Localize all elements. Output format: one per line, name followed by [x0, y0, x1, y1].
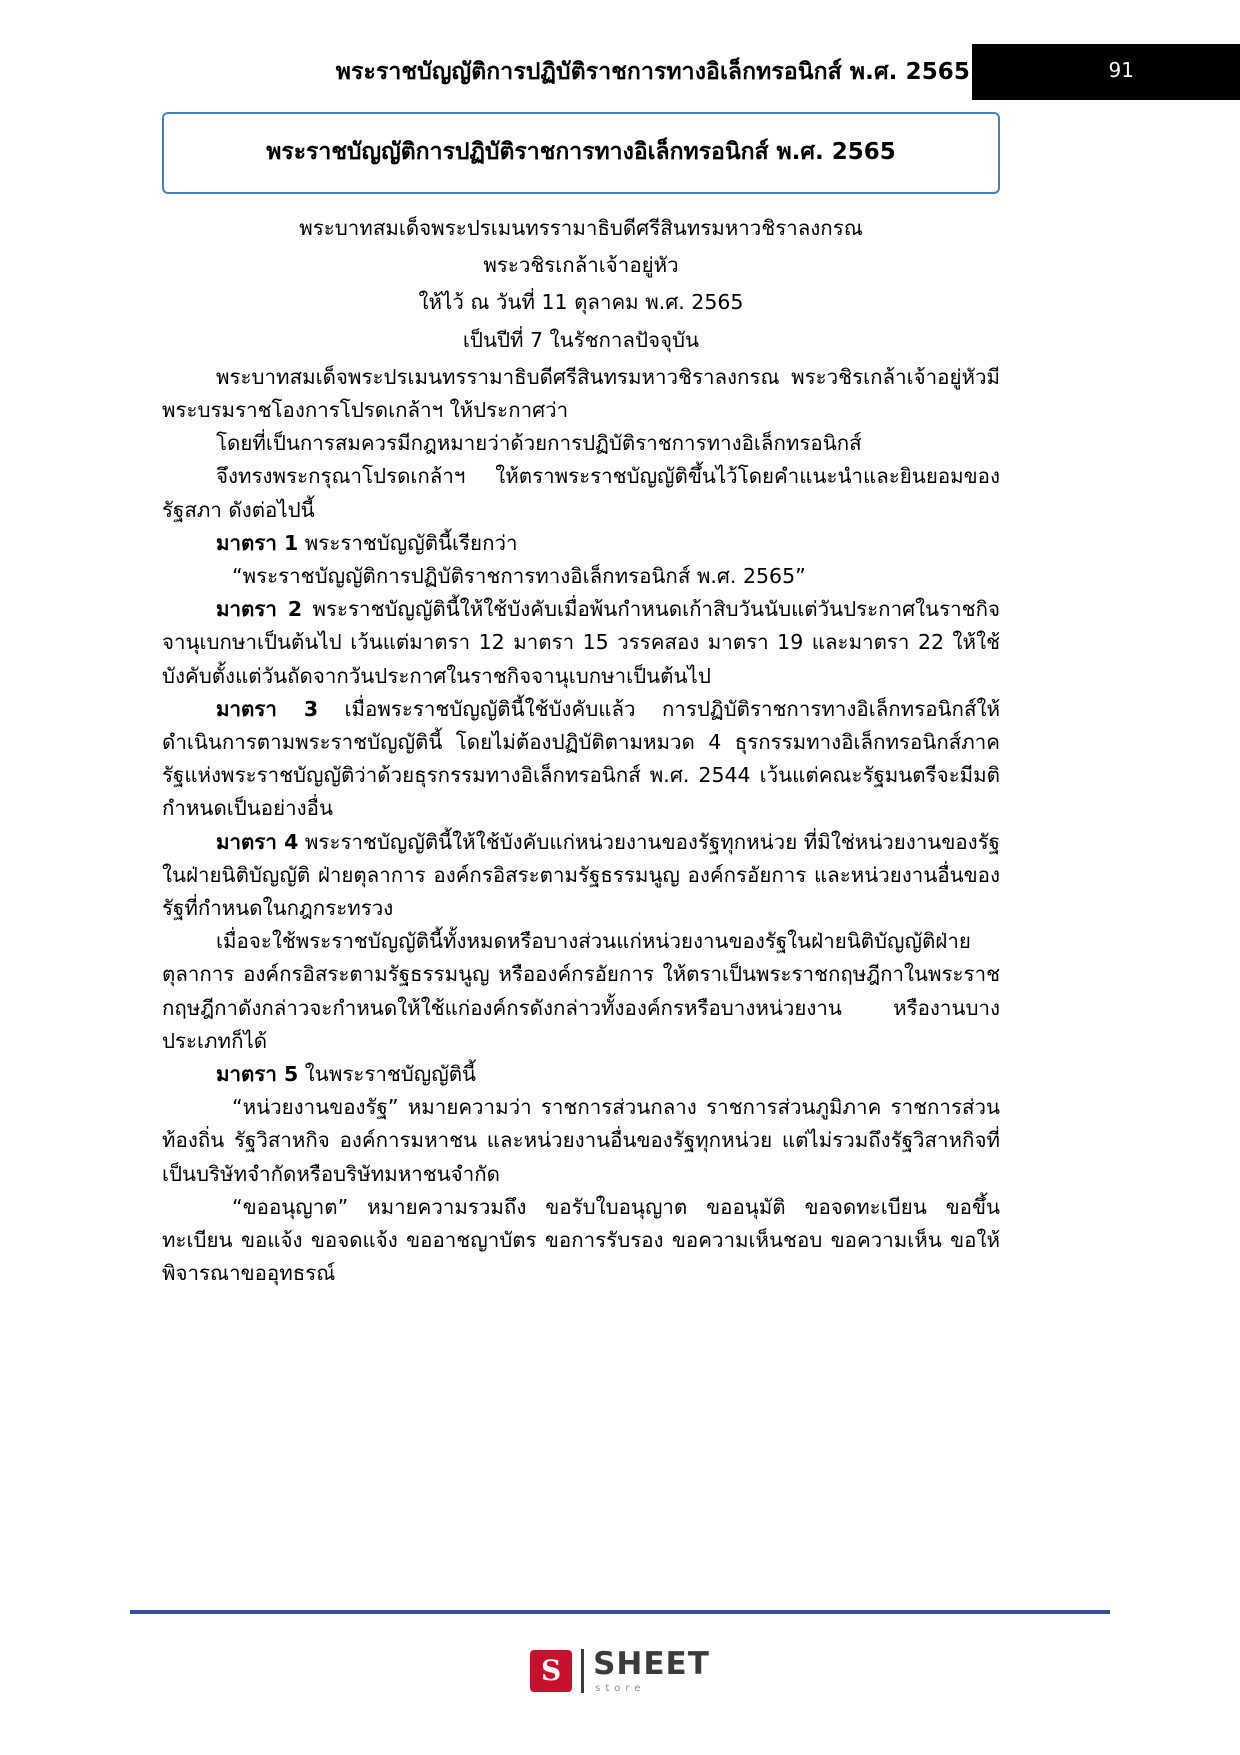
page-header — [0, 44, 1240, 100]
footer-logo — [0, 1636, 1240, 1706]
preamble-line-2: พระวชิรเกล้าเจ้าอยู่หัว — [483, 253, 679, 278]
preamble-line-1: พระบาทสมเด็จพระปรเมนทรรามาธิบดีศรีสินทรมหาวชิราลงกรณ — [299, 216, 863, 240]
section-4-label: มาตรา 4 — [216, 829, 299, 854]
section-1-text: พระราชบัญญัตินี้เรียกว่า — [304, 530, 518, 555]
section-1-label: มาตรา 1 — [216, 530, 299, 555]
page-number: 91 — [1108, 58, 1134, 82]
section-4-text: พระราชบัญญัตินี้ให้ใช้บังคับแก่หน่วยงานของรัฐทุกหน่วย ที่มิใช่หน่วยงานของรัฐในฝ่ายนิติบัญญัติ ฝ่ายตุลาการ องค์กรอิสระตามรัฐธรรมนูญ องค์กรอัยการ และหน่วยงานอื่นของรัฐที่กำหนดในกฎกระทรวง — [162, 829, 1000, 921]
section-2 — [162, 593, 1000, 693]
paragraph-enactment: จึงทรงพระกรุณาโปรดเกล้าฯ ให้ตราพระราชบัญญัติขึ้นไว้โดยคำแนะนำและยินยอมของรัฐสภา ดังต่อไปนี้ — [162, 464, 1000, 522]
section-2-text: พระราชบัญญัตินี้ให้ใช้บังคับเมื่อพ้นกำหนดเก้าสิบวันนับแต่วันประกาศในราชกิจจานุเบกษาเป็นต้นไป เว้นแต่มาตรา 12 มาตรา 15 วรรคสอง มาตรา 19 และมาตรา 22 ให้ใช้บังคับตั้งแต่วันถัดจากวันประกาศในราชกิจจานุเบกษาเป็นต้นไป — [162, 597, 1000, 688]
paragraph-rationale: โดยที่เป็นการสมควรมีกฎหมายว่าด้วยการปฏิบัติราชการทางอิเล็กทรอนิกส์ — [216, 431, 862, 456]
page-number-box — [972, 44, 1240, 100]
section-1-quote: “พระราชบัญญัติการปฏิบัติราชการทางอิเล็กทรอนิกส์ พ.ศ. 2565” — [232, 564, 806, 589]
document-title-box — [162, 112, 1000, 194]
section-3 — [162, 693, 1000, 826]
definition-state-agency: “หน่วยงานของรัฐ” หมายความว่า ราชการส่วนกลาง ราชการส่วนภูมิภาค ราชการส่วนท้องถิ่น รัฐวิสาหกิจ องค์การมหาชน และหน่วยงานอื่นของรัฐทุกหน่วย แต่ไม่รวมถึงรัฐวิสาหกิจที่เป็นบริษัทจำกัดหรือบริษัทมหาชนจำกัด — [162, 1095, 1000, 1186]
logo-text-sheet: SHEET — [593, 1645, 710, 1682]
section-4-paragraph-2: เมื่อจะใช้พระราชบัญญัตินี้ทั้งหมดหรือบางส่วนแก่หน่วยงานของรัฐในฝ่ายนิติบัญญัติฝ่ายตุลาการ องค์กรอิสระตามรัฐธรรมนูญ หรือองค์กรอัยการ ให้ตราเป็นพระราชกฤษฎีกาในพระราชกฤษฎีกาดังกล่าวจะกำหนดให้ใช้แก่องค์กรดังกล่าวทั้งองค์กรหรือบางหน่วยงาน หรืองานบางประเภทก็ได้ — [162, 929, 1000, 1053]
section-5 — [162, 1058, 1000, 1091]
paragraph-royal-command: พระบาทสมเด็จพระปรเมนทรรามาธิบดีศรีสินทรมหาวชิราลงกรณ พระวชิรเกล้าเจ้าอยู่หัวมีพระบรมราชโองการโปรดเกล้าฯ ให้ประกาศว่า — [162, 364, 1000, 423]
preamble-line-3: ให้ไว้ ณ วันที่ 11 ตุลาคม พ.ศ. 2565 — [418, 290, 744, 315]
logo-text-store: store — [595, 1682, 646, 1694]
sheet-logo-icon: S — [530, 1650, 572, 1692]
document-body — [162, 212, 1000, 1291]
running-header-title: พระราชบัญญัติการปฏิบัติราชการทางอิเล็กทรอนิกส์ พ.ศ. 2565 — [335, 59, 970, 85]
logo-wordmark — [593, 1645, 710, 1694]
section-5-label: มาตรา 5 — [216, 1062, 299, 1087]
definition-permission-request: “ขออนุญาต” หมายความรวมถึง ขอรับใบอนุญาต ขออนุมัติ ขอจดทะเบียน ขอขึ้นทะเบียน ขอแจ้ง ขอจดแจ้ง ขออาชญาบัตร ขอการรับรอง ขอความเห็นชอบ ขอความเห็น ขอให้พิจารณาขออุทธรณ์ — [162, 1194, 1000, 1286]
section-5-text: ในพระราชบัญญัตินี้ — [304, 1062, 477, 1087]
section-4 — [162, 826, 1000, 926]
preamble-line-4: เป็นปีที่ 7 ในรัชกาลปัจจุบัน — [462, 327, 700, 352]
logo-divider — [581, 1649, 584, 1693]
footer-divider — [130, 1610, 1110, 1614]
section-3-label: มาตรา 3 — [216, 696, 319, 721]
section-1 — [162, 527, 1000, 560]
section-2-label: มาตรา 2 — [216, 597, 303, 622]
document-title: พระราชบัญญัติการปฏิบัติราชการทางอิเล็กทรอนิกส์ พ.ศ. 2565 — [266, 139, 896, 166]
section-3-text: เมื่อพระราชบัญญัตินี้ใช้บังคับแล้ว การปฏิบัติราชการทางอิเล็กทรอนิกส์ให้ดำเนินการตามพระราชบัญญัตินี้ โดยไม่ต้องปฏิบัติตามหมวด 4 ธุรกรรมทางอิเล็กทรอนิกส์ภาครัฐแห่งพระราชบัญญัติว่าด้วยธุรกรรมทางอิเล็กทรอนิกส์ พ.ศ. 2544 เว้นแต่คณะรัฐมนตรีจะมีมติกำหนดเป็นอย่างอื่น — [162, 696, 1000, 821]
